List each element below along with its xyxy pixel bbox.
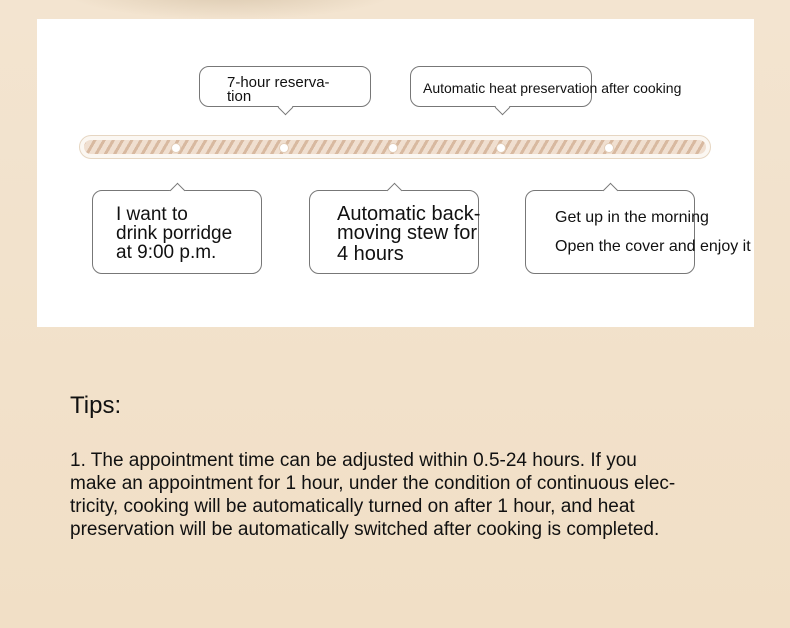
timeline-milestone-dot xyxy=(604,143,614,153)
porridge-label-line3: at 9:00 p.m. xyxy=(116,242,217,263)
bubble-tail xyxy=(495,100,511,116)
bubble-tail xyxy=(603,183,619,199)
tips-text-line: tricity, cooking will be automatically turned on after 1 hour, and heat xyxy=(70,496,635,517)
tips-text-line: preservation will be automatically switched after cooking is completed. xyxy=(70,519,660,540)
porridge-bubble xyxy=(92,190,262,274)
tips-heading: Tips: xyxy=(70,392,122,419)
bubble-tail xyxy=(387,183,403,199)
porridge-label-line2: drink porridge xyxy=(116,223,233,244)
bubble-tail xyxy=(170,183,186,199)
porridge-label-line1: I want to xyxy=(116,204,188,225)
stew-bubble xyxy=(309,190,479,274)
morning-bubble xyxy=(525,190,751,274)
stew-label-line1: Automatic back- xyxy=(337,203,481,225)
heat-preservation-label: Automatic heat preservation after cooking xyxy=(423,80,682,96)
tips-text-line: make an appointment for 1 hour, under the condition of continuous elec- xyxy=(70,473,676,494)
bubble-tail xyxy=(278,100,294,116)
timeline-milestone-dot xyxy=(279,143,289,153)
reservation-label-line1: 7-hour reserva- xyxy=(227,74,330,91)
reservation-bubble xyxy=(199,66,371,107)
decorative-bowl-shadow xyxy=(60,0,400,20)
reservation-label-line2: tion xyxy=(227,88,252,105)
timeline-milestone-dot xyxy=(388,143,398,153)
timeline-milestone-dot xyxy=(496,143,506,153)
morning-label-line1: Get up in the morning xyxy=(555,209,709,226)
stew-label-line3: 4 hours xyxy=(337,243,404,265)
timeline-card xyxy=(37,19,754,327)
heat-preservation-bubble xyxy=(410,66,682,107)
timeline-milestone-dot xyxy=(171,143,181,153)
tips-text-line: 1. The appointment time can be adjusted within 0.5-24 hours. If you xyxy=(70,450,637,471)
stew-label-line2: moving stew for xyxy=(337,222,478,244)
morning-label-line2: Open the cover and enjoy it xyxy=(555,238,751,255)
